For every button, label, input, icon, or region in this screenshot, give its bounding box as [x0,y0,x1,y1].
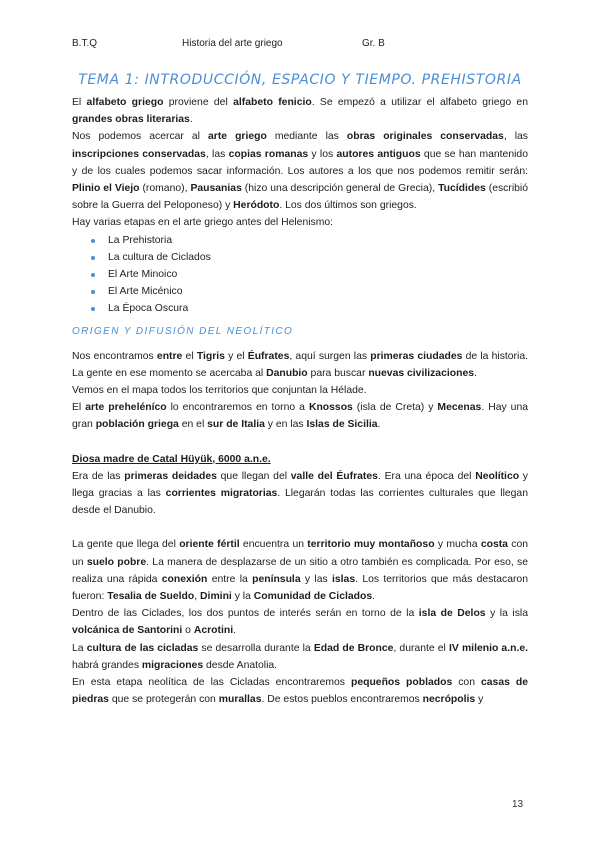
bold-term: grandes obras literarias [72,114,190,126]
paragraph: Era de las primeras deidades que llegan del valle del Éufrates. Era una época del Neolítico y llega gracias a las corrientes migratorias. Llegarán todas las corrientes culturales que llegan desde el Danubio. [72,470,529,517]
diosa-section [72,468,528,520]
bold-term: costa [480,539,508,551]
bold-term: Danubio [266,367,308,379]
bold-term: alfabeto fenicio [233,97,312,108]
cycladic-section [72,536,528,708]
bold-term: cultura de las cicladas [86,642,199,654]
bold-term: autores antiguos [336,148,421,160]
neolithic-section [72,348,528,434]
list-item: El Arte Micénico [108,283,528,300]
bold-term: arte preheléníco [85,402,167,414]
paragraph: Nos podemos acercar al arte griego mediante las obras originales conservadas, las inscripciones conservadas, las copias romanas y los autores antiguos que se han mantenido y de los cuales podemos sacar información. Los autores a los que nos podemos remitir serán: Plinio el Viejo (romano), Pausanias (hizo una descripción general de Grecia), Tucídides (escribió sobre la Guerra del Peloponeso) y Heródoto. Los dos últimos son griegos. [72,131,529,212]
bold-term: primeras deidades [124,470,217,482]
bold-term: territorio muy montañoso [307,539,435,551]
paragraph: La gente que llega del oriente fértil encuentra un territorio muy montañoso y mucha costa con un suelo pobre. La manera de desplazarse de un sitio a otro también es complicada. Por eso, se realiza una rápida conexión entre la península y las islas. Los territorios que más destacaron fueron: Tesalia de Sueldo, Dimini y la Comunidad de Ciclados. [72,539,529,603]
bold-term: Comunidad de Ciclados [253,591,373,603]
bold-term: nuevas civilizaciones [368,367,475,379]
intro-section [72,94,528,317]
bold-term: oriente fértil [179,539,240,551]
document-body [72,71,528,708]
bold-term: primeras ciudades [370,350,463,362]
bold-term: Edad de Bronce [313,642,394,654]
diosa-heading: Diosa madre de Catal Hüyük, 6000 a.n.e. [72,453,271,465]
bold-term: IV milenio a.n.e. [449,642,528,654]
bold-term: Pausanias [190,183,242,195]
bold-term: isla de Delos [418,608,486,620]
bold-term: Neolítico [475,470,520,482]
bold-term: alfabeto griego [86,97,164,108]
stages-list [72,232,528,317]
bold-term: casas de piedras [72,677,528,706]
bold-term: obras originales conservadas [346,131,504,143]
paragraph: El arte preheléníco lo encontraremos en torno a Knossos (isla de Creta) y Mecenas. Hay una gran población griega en el sur de Italia y en las Islas de Sicilia. [72,402,528,431]
list-item: La Época Oscura [108,300,528,317]
bold-term: necrópolis [422,694,476,706]
page-header [72,38,532,52]
bold-term: islas [332,573,356,585]
paragraph: En esta etapa neolítica de las Cicladas encontraremos pequeños poblados con casas de piedras que se protegerán con murallas. De estos pueblos encontraremos necrópolis y [72,677,528,706]
bold-term: entre [156,350,183,362]
paragraph: El alfabeto griego proviene del alfabeto fenicio. Se empezó a utilizar el alfabeto griego en grandes obras literarias. [72,97,528,126]
bold-term: Mecenas [437,402,482,414]
page-title: TEMA 1: INTRODUCCIÓN, ESPACIO Y TIEMPO. PREHISTORIA [78,72,522,88]
header-subject: Historia del arte griego [182,38,283,49]
bold-term: Knossos [308,402,353,414]
paragraph: La cultura de las cicladas se desarrolla durante la Edad de Bronce, durante el IV milenio a.n.e. habrá grandes migraciones desde Anatolia. [72,642,528,671]
bold-term: pequeños poblados [350,677,453,689]
bold-term: sur de Italia [207,419,265,431]
bold-term: volcánica de Santorini [72,625,183,637]
bold-term: Acrotini [193,625,234,637]
spacer [72,519,528,536]
section-subtitle: ORIGEN Y DIFUSIÓN DEL NEOLÍTICO [72,325,294,337]
paragraph: Vemos en el mapa todos los territorios que conjuntan la Hélade. [72,385,367,397]
bold-term: migraciones [141,659,204,671]
bold-term: Plinio el Viejo [72,183,140,195]
page-number: 13 [512,799,524,810]
bold-term: Tucídides [438,183,486,195]
bold-term: Islas de Sicilia [306,419,378,431]
list-item: La Prehistoria [108,232,528,249]
header-group: Gr. B [362,38,385,49]
list-item: El Arte Minoico [108,266,528,283]
list-item: La cultura de Ciclados [108,249,528,266]
bold-term: Dimini [200,591,232,603]
paragraph: Hay varias etapas en el arte griego antes del Helenismo: [72,217,334,229]
paragraph: Dentro de las Ciclades, los dos puntos de interés serán en torno de la isla de Delos y la isla volcánica de Santorini o Acrotini. [72,608,528,637]
paragraph: Nos encontramos entre el Tigris y el Éufrates, aquí surgen las primeras ciudades de la historia. La gente en ese momento se acercaba al Danubio para buscar nuevas civilizaciones. [72,350,528,379]
bold-term: península [252,573,301,585]
header-author: B.T.Q [72,38,98,49]
bold-term: inscripciones conservadas [72,148,206,160]
bold-term: suelo pobre [86,556,147,568]
bold-term: población griega [95,419,179,431]
bold-term: Tesalia de Sueldo [107,591,195,603]
bold-term: Éufrates [247,350,290,362]
bold-term: corrientes migratorias [165,488,278,500]
bold-term: valle del Éufrates [290,470,378,482]
bold-term: Tigris [196,350,225,362]
bold-term: copias romanas [228,148,309,160]
bold-term: Heródoto [233,200,280,212]
spacer [72,434,528,451]
bold-term: murallas [218,694,262,706]
bold-term: arte griego [208,131,267,143]
bold-term: conexión [161,573,208,585]
